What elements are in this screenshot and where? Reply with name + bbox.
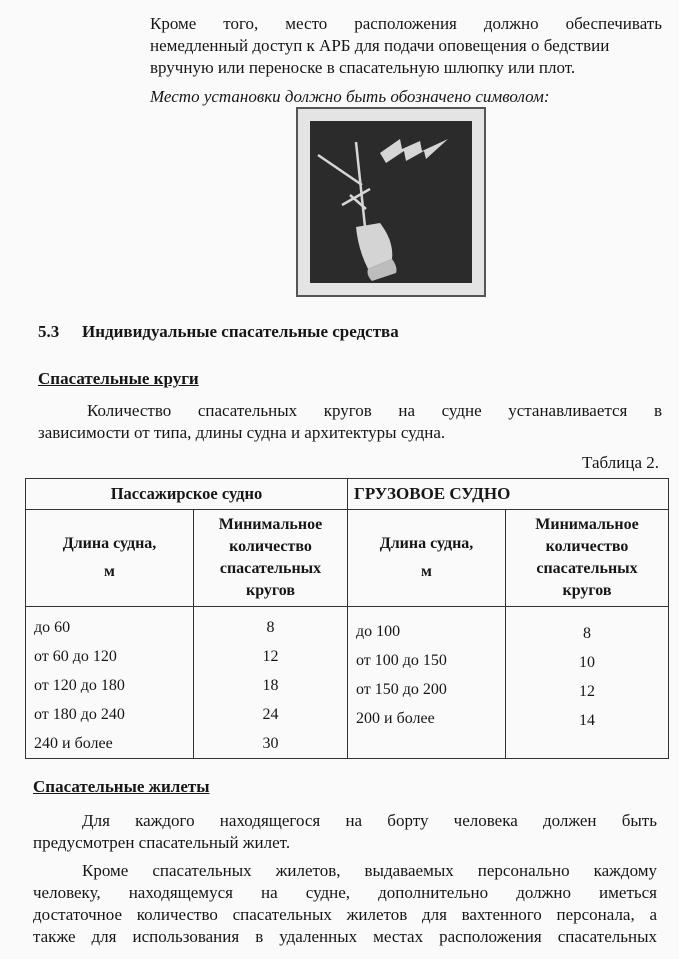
cargo-quantities [506,607,669,759]
table-cell: 200 и более [356,710,435,727]
table-cell: 24 [262,706,279,723]
table-cell: 30 [262,735,279,752]
intro-line-1: Кроме того, место расположения должно обеспечивать [150,14,662,33]
section-number: 5.3 [38,322,60,341]
epirb-symbol [296,107,486,297]
lifejackets-p1-line-2: предусмотрен спасательный жилет. [33,833,291,852]
lifebuoys-para-line-2: зависимости от типа, длины судна и архитектуры судна. [38,423,446,442]
table-cell: 12 [579,683,595,700]
table-cell: 14 [579,712,595,729]
epirb-symbol-icon [298,109,488,299]
table-cell: от 180 до 240 [34,706,125,723]
lifejackets-p2-line-2: человеку, находящемуся на судне, дополнительно должно иметься [33,883,657,902]
header-text: кругов [245,582,295,599]
passenger-quantities [194,607,348,759]
cargo-ship-header: ГРУЗОВОЕ СУДНО [348,479,669,510]
passenger-length-header [26,510,194,607]
header-text: Минимальное [535,516,639,533]
intro-line-3: вручную или переноске в спасательную шлюпку или плот. [150,58,576,77]
lifebuoys-para-line-1: Количество спасательных кругов на судне устанавливается в [87,401,662,420]
table-cell: 12 [262,648,279,665]
symbol-note: Место установки должно быть обозначено символом: [150,87,550,106]
lifejackets-heading: Спасательные жилеты [33,777,210,796]
header-text: Длина судна, [62,535,157,552]
cargo-lengths [348,607,506,759]
header-text: спасательных [536,560,638,577]
header-text: м [104,563,115,580]
header-text: м [421,563,432,580]
lifejackets-p2-line-3: достаточное количество спасательных жилетов для вахтенного персонала, а [33,905,657,924]
table-cell: 10 [579,654,595,671]
header-text: спасательных [219,560,322,577]
table-column-header-row [26,510,669,607]
cargo-length-header [348,510,506,607]
lifejackets-p2-line-1: Кроме спасательных жилетов, выдаваемых персонально каждому [82,861,657,880]
section-title: Индивидуальные спасательные средства [82,322,399,341]
lifejackets-p2-line-4: также для использования в удаленных местах расположения спасательных [33,927,657,946]
section-heading [38,322,399,342]
cargo-qty-header [506,510,669,607]
table-cell: до 100 [356,623,401,640]
intro-line-2: немедленный доступ к АРБ для подачи оповещения о бедствии [150,36,610,55]
header-text: кругов [562,582,612,599]
header-text: Минимальное [218,516,323,533]
lifebuoys-heading: Спасательные круги [38,369,199,388]
table-cell: 18 [262,677,279,694]
header-text: количество [229,538,312,555]
passenger-ship-header: Пассажирское судно [26,479,348,510]
lifebuoy-table [25,478,669,759]
table-cell: 8 [266,619,275,636]
lifejackets-p1-line-1: Для каждого находящегося на борту человека должен быть [82,811,657,830]
table-cell: от 100 до 150 [356,652,447,669]
header-text: количество [545,538,629,555]
table-group-header-row [26,479,669,510]
table-cell: 8 [583,625,591,642]
header-text: Длина судна, [379,535,474,552]
table-cell: от 60 до 120 [34,648,117,665]
table-cell: от 120 до 180 [34,677,125,694]
passenger-lengths [26,607,194,759]
table-cell: 240 и более [34,735,113,752]
table-cell: от 150 до 200 [356,681,447,698]
passenger-qty-header [194,510,348,607]
table-caption: Таблица 2. [582,453,659,472]
table-data-row [26,607,669,759]
table-cell: до 60 [34,619,71,636]
